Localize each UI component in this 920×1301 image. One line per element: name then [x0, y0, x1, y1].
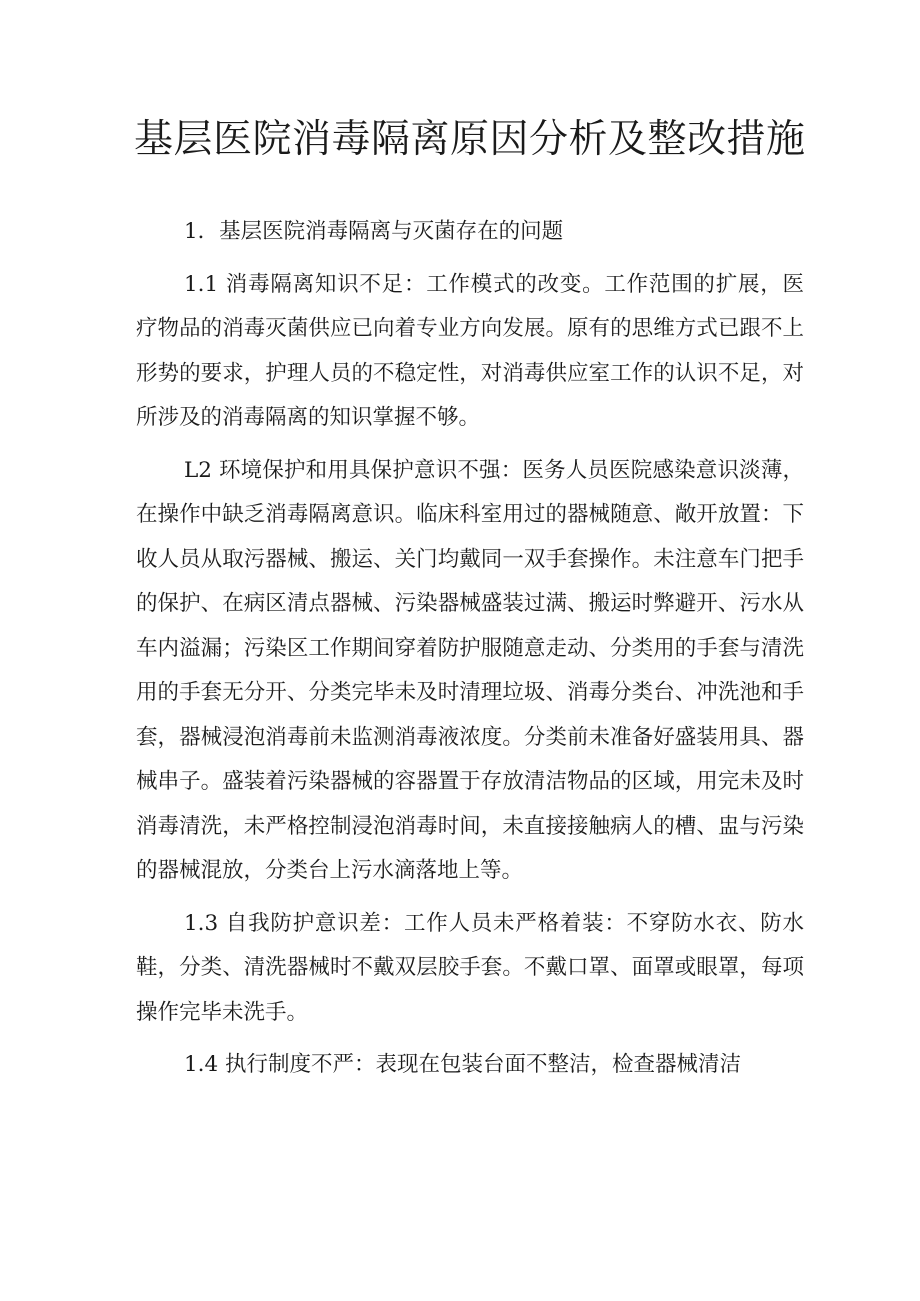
- document-title: 基层医院消毒隔离原因分析及整改措施: [134, 117, 806, 162]
- section-heading-1: 1．基层医院消毒隔离与灭菌存在的问题: [184, 219, 564, 244]
- paragraph-1-4: 1.4 执行制度不严：表现在包装台面不整洁，检查器械清洁: [184, 1052, 742, 1077]
- paragraph-1-1: 1.1 消毒隔离知识不足：工作模式的改变。工作范围的扩展，医疗物品的消毒灭菌供应已向着专业方向发展。原有的思维方式已跟不上形势的要求，护理人员的不稳定性，对消毒供应室工作的认识不足，对所涉及的消毒隔离的知识掌握不够。: [136, 271, 804, 430]
- paragraph-1-2: L2 环境保护和用具保护意识不强：医务人员医院感染意识淡薄，在操作中缺乏消毒隔离意识。临床科室用过的器械随意、敞开放置：下收人员从取污器械、搬运、关门均戴同一双手套操作。未注意车门把手的保护、在病区清点器械、污染器械盛装过满、搬运时弊避开、污水从车内溢漏；污染区工作期间穿着防护服随意走动、分类用的手套与清洗用的手套无分开、分类完毕未及时清理垃圾、消毒分类台、冲洗池和手套，器械浸泡消毒前未监测消毒液浓度。分类前未准备好盛装用具、器械串子。盛装着污染器械的容器置于存放清洁物品的区域，用完未及时消毒清洗，未严格控制浸泡消毒时间，未直接接触病人的槽、盅与污染的器械混放，分类台上污水滴落地上等。: [136, 457, 804, 883]
- document-body: [136, 210, 804, 1096]
- paragraph-1-3: 1.3 自我防护意识差：工作人员未严格着装：不穿防水衣、防水鞋，分类、清洗器械时不戴双层胶手套。不戴口罩、面罩或眼罩，每项操作完毕未洗手。: [136, 910, 804, 1025]
